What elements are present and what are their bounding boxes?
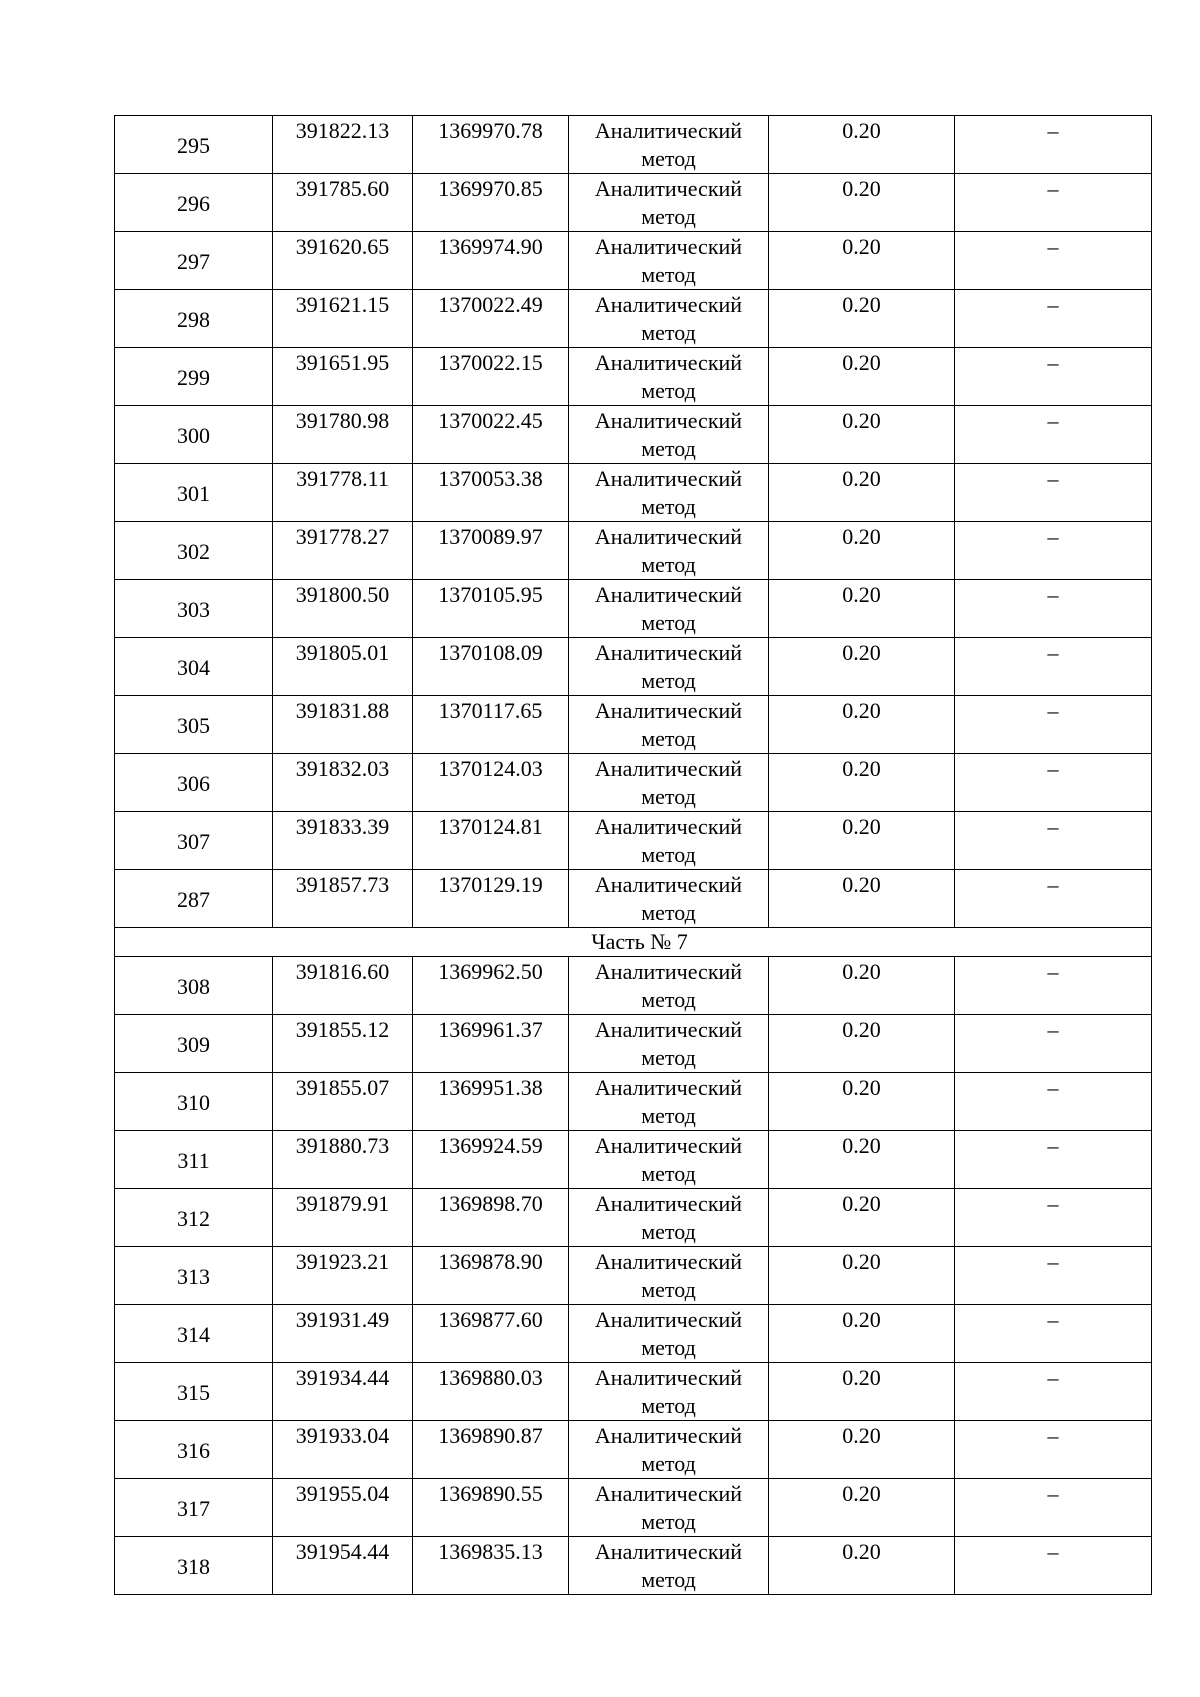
point-number-cell: 287 [115, 870, 273, 928]
table-row [115, 754, 1152, 812]
accuracy-cell: 0.20 [769, 812, 955, 870]
point-number-cell: 316 [115, 1421, 273, 1479]
note-cell: – [955, 174, 1152, 232]
accuracy-cell: 0.20 [769, 116, 955, 174]
note-cell: – [955, 232, 1152, 290]
note-cell: – [955, 696, 1152, 754]
y-coordinate-cell: 1370108.09 [413, 638, 569, 696]
table-row [115, 290, 1152, 348]
x-coordinate-cell: 391832.03 [273, 754, 413, 812]
accuracy-cell: 0.20 [769, 1131, 955, 1189]
point-number-cell: 302 [115, 522, 273, 580]
accuracy-cell: 0.20 [769, 1363, 955, 1421]
section-title: Часть № 7 [115, 928, 1152, 957]
table-row [115, 1073, 1152, 1131]
accuracy-cell: 0.20 [769, 1189, 955, 1247]
y-coordinate-cell: 1369835.13 [413, 1537, 569, 1595]
y-coordinate-cell: 1369924.59 [413, 1131, 569, 1189]
point-number-cell: 300 [115, 406, 273, 464]
note-cell: – [955, 1305, 1152, 1363]
x-coordinate-cell: 391934.44 [273, 1363, 413, 1421]
y-coordinate-cell: 1370105.95 [413, 580, 569, 638]
x-coordinate-cell: 391651.95 [273, 348, 413, 406]
x-coordinate-cell: 391855.07 [273, 1073, 413, 1131]
accuracy-cell: 0.20 [769, 696, 955, 754]
method-cell: Аналитический метод [569, 638, 769, 696]
method-cell: Аналитический метод [569, 1363, 769, 1421]
method-cell: Аналитический метод [569, 580, 769, 638]
table-row [115, 696, 1152, 754]
accuracy-cell: 0.20 [769, 870, 955, 928]
accuracy-cell: 0.20 [769, 1421, 955, 1479]
section-header-row [115, 928, 1152, 957]
point-number-cell: 304 [115, 638, 273, 696]
y-coordinate-cell: 1369877.60 [413, 1305, 569, 1363]
table-row [115, 348, 1152, 406]
x-coordinate-cell: 391778.11 [273, 464, 413, 522]
table-row [115, 870, 1152, 928]
table-row [115, 1015, 1152, 1073]
accuracy-cell: 0.20 [769, 580, 955, 638]
x-coordinate-cell: 391785.60 [273, 174, 413, 232]
accuracy-cell: 0.20 [769, 1305, 955, 1363]
point-number-cell: 305 [115, 696, 273, 754]
point-number-cell: 303 [115, 580, 273, 638]
x-coordinate-cell: 391780.98 [273, 406, 413, 464]
accuracy-cell: 0.20 [769, 638, 955, 696]
table-row [115, 580, 1152, 638]
accuracy-cell: 0.20 [769, 1015, 955, 1073]
method-cell: Аналитический метод [569, 1189, 769, 1247]
y-coordinate-cell: 1369890.55 [413, 1479, 569, 1537]
accuracy-cell: 0.20 [769, 348, 955, 406]
table-row [115, 957, 1152, 1015]
x-coordinate-cell: 391931.49 [273, 1305, 413, 1363]
y-coordinate-cell: 1369962.50 [413, 957, 569, 1015]
y-coordinate-cell: 1370022.45 [413, 406, 569, 464]
method-cell: Аналитический метод [569, 754, 769, 812]
method-cell: Аналитический метод [569, 1015, 769, 1073]
y-coordinate-cell: 1370022.49 [413, 290, 569, 348]
table-row [115, 1537, 1152, 1595]
y-coordinate-cell: 1369898.70 [413, 1189, 569, 1247]
y-coordinate-cell: 1370124.03 [413, 754, 569, 812]
method-cell: Аналитический метод [569, 812, 769, 870]
method-cell: Аналитический метод [569, 696, 769, 754]
coordinates-table [114, 115, 1152, 1595]
note-cell: – [955, 1247, 1152, 1305]
method-cell: Аналитический метод [569, 1073, 769, 1131]
method-cell: Аналитический метод [569, 232, 769, 290]
accuracy-cell: 0.20 [769, 957, 955, 1015]
accuracy-cell: 0.20 [769, 1247, 955, 1305]
note-cell: – [955, 406, 1152, 464]
point-number-cell: 306 [115, 754, 273, 812]
point-number-cell: 312 [115, 1189, 273, 1247]
note-cell: – [955, 638, 1152, 696]
x-coordinate-cell: 391816.60 [273, 957, 413, 1015]
accuracy-cell: 0.20 [769, 1479, 955, 1537]
x-coordinate-cell: 391833.39 [273, 812, 413, 870]
y-coordinate-cell: 1370117.65 [413, 696, 569, 754]
method-cell: Аналитический метод [569, 174, 769, 232]
point-number-cell: 299 [115, 348, 273, 406]
table-row [115, 522, 1152, 580]
table-row [115, 1421, 1152, 1479]
y-coordinate-cell: 1370022.15 [413, 348, 569, 406]
x-coordinate-cell: 391778.27 [273, 522, 413, 580]
table-row [115, 1363, 1152, 1421]
table-row [115, 116, 1152, 174]
note-cell: – [955, 580, 1152, 638]
note-cell: – [955, 1189, 1152, 1247]
method-cell: Аналитический метод [569, 348, 769, 406]
note-cell: – [955, 1537, 1152, 1595]
method-cell: Аналитический метод [569, 464, 769, 522]
y-coordinate-cell: 1369970.78 [413, 116, 569, 174]
table-row [115, 1131, 1152, 1189]
point-number-cell: 297 [115, 232, 273, 290]
y-coordinate-cell: 1369890.87 [413, 1421, 569, 1479]
table-row [115, 1305, 1152, 1363]
y-coordinate-cell: 1369878.90 [413, 1247, 569, 1305]
note-cell: – [955, 870, 1152, 928]
accuracy-cell: 0.20 [769, 1073, 955, 1131]
table-row [115, 1247, 1152, 1305]
y-coordinate-cell: 1369880.03 [413, 1363, 569, 1421]
x-coordinate-cell: 391822.13 [273, 116, 413, 174]
x-coordinate-cell: 391880.73 [273, 1131, 413, 1189]
y-coordinate-cell: 1370053.38 [413, 464, 569, 522]
method-cell: Аналитический метод [569, 290, 769, 348]
method-cell: Аналитический метод [569, 1305, 769, 1363]
x-coordinate-cell: 391933.04 [273, 1421, 413, 1479]
point-number-cell: 315 [115, 1363, 273, 1421]
method-cell: Аналитический метод [569, 1131, 769, 1189]
note-cell: – [955, 754, 1152, 812]
accuracy-cell: 0.20 [769, 1537, 955, 1595]
note-cell: – [955, 1015, 1152, 1073]
y-coordinate-cell: 1369961.37 [413, 1015, 569, 1073]
note-cell: – [955, 522, 1152, 580]
y-coordinate-cell: 1370129.19 [413, 870, 569, 928]
point-number-cell: 311 [115, 1131, 273, 1189]
y-coordinate-cell: 1370089.97 [413, 522, 569, 580]
point-number-cell: 313 [115, 1247, 273, 1305]
method-cell: Аналитический метод [569, 1537, 769, 1595]
method-cell: Аналитический метод [569, 406, 769, 464]
table-row [115, 1189, 1152, 1247]
accuracy-cell: 0.20 [769, 522, 955, 580]
note-cell: – [955, 116, 1152, 174]
table-body [115, 116, 1152, 1595]
y-coordinate-cell: 1369974.90 [413, 232, 569, 290]
point-number-cell: 296 [115, 174, 273, 232]
point-number-cell: 298 [115, 290, 273, 348]
point-number-cell: 309 [115, 1015, 273, 1073]
table-row [115, 232, 1152, 290]
x-coordinate-cell: 391954.44 [273, 1537, 413, 1595]
x-coordinate-cell: 391955.04 [273, 1479, 413, 1537]
table-row [115, 812, 1152, 870]
note-cell: – [955, 1479, 1152, 1537]
method-cell: Аналитический метод [569, 522, 769, 580]
point-number-cell: 295 [115, 116, 273, 174]
method-cell: Аналитический метод [569, 957, 769, 1015]
accuracy-cell: 0.20 [769, 174, 955, 232]
x-coordinate-cell: 391805.01 [273, 638, 413, 696]
table-row [115, 406, 1152, 464]
point-number-cell: 301 [115, 464, 273, 522]
method-cell: Аналитический метод [569, 1247, 769, 1305]
method-cell: Аналитический метод [569, 116, 769, 174]
note-cell: – [955, 348, 1152, 406]
table-row [115, 174, 1152, 232]
y-coordinate-cell: 1370124.81 [413, 812, 569, 870]
x-coordinate-cell: 391855.12 [273, 1015, 413, 1073]
method-cell: Аналитический метод [569, 1479, 769, 1537]
x-coordinate-cell: 391831.88 [273, 696, 413, 754]
method-cell: Аналитический метод [569, 1421, 769, 1479]
x-coordinate-cell: 391923.21 [273, 1247, 413, 1305]
x-coordinate-cell: 391857.73 [273, 870, 413, 928]
note-cell: – [955, 1073, 1152, 1131]
point-number-cell: 308 [115, 957, 273, 1015]
note-cell: – [955, 1131, 1152, 1189]
note-cell: – [955, 290, 1152, 348]
table-row [115, 1479, 1152, 1537]
note-cell: – [955, 464, 1152, 522]
point-number-cell: 318 [115, 1537, 273, 1595]
accuracy-cell: 0.20 [769, 754, 955, 812]
x-coordinate-cell: 391621.15 [273, 290, 413, 348]
accuracy-cell: 0.20 [769, 464, 955, 522]
point-number-cell: 307 [115, 812, 273, 870]
note-cell: – [955, 1363, 1152, 1421]
point-number-cell: 314 [115, 1305, 273, 1363]
note-cell: – [955, 812, 1152, 870]
note-cell: – [955, 1421, 1152, 1479]
table-row [115, 638, 1152, 696]
x-coordinate-cell: 391879.91 [273, 1189, 413, 1247]
table-row [115, 464, 1152, 522]
method-cell: Аналитический метод [569, 870, 769, 928]
x-coordinate-cell: 391620.65 [273, 232, 413, 290]
accuracy-cell: 0.20 [769, 290, 955, 348]
point-number-cell: 317 [115, 1479, 273, 1537]
note-cell: – [955, 957, 1152, 1015]
y-coordinate-cell: 1369951.38 [413, 1073, 569, 1131]
point-number-cell: 310 [115, 1073, 273, 1131]
accuracy-cell: 0.20 [769, 232, 955, 290]
accuracy-cell: 0.20 [769, 406, 955, 464]
x-coordinate-cell: 391800.50 [273, 580, 413, 638]
y-coordinate-cell: 1369970.85 [413, 174, 569, 232]
